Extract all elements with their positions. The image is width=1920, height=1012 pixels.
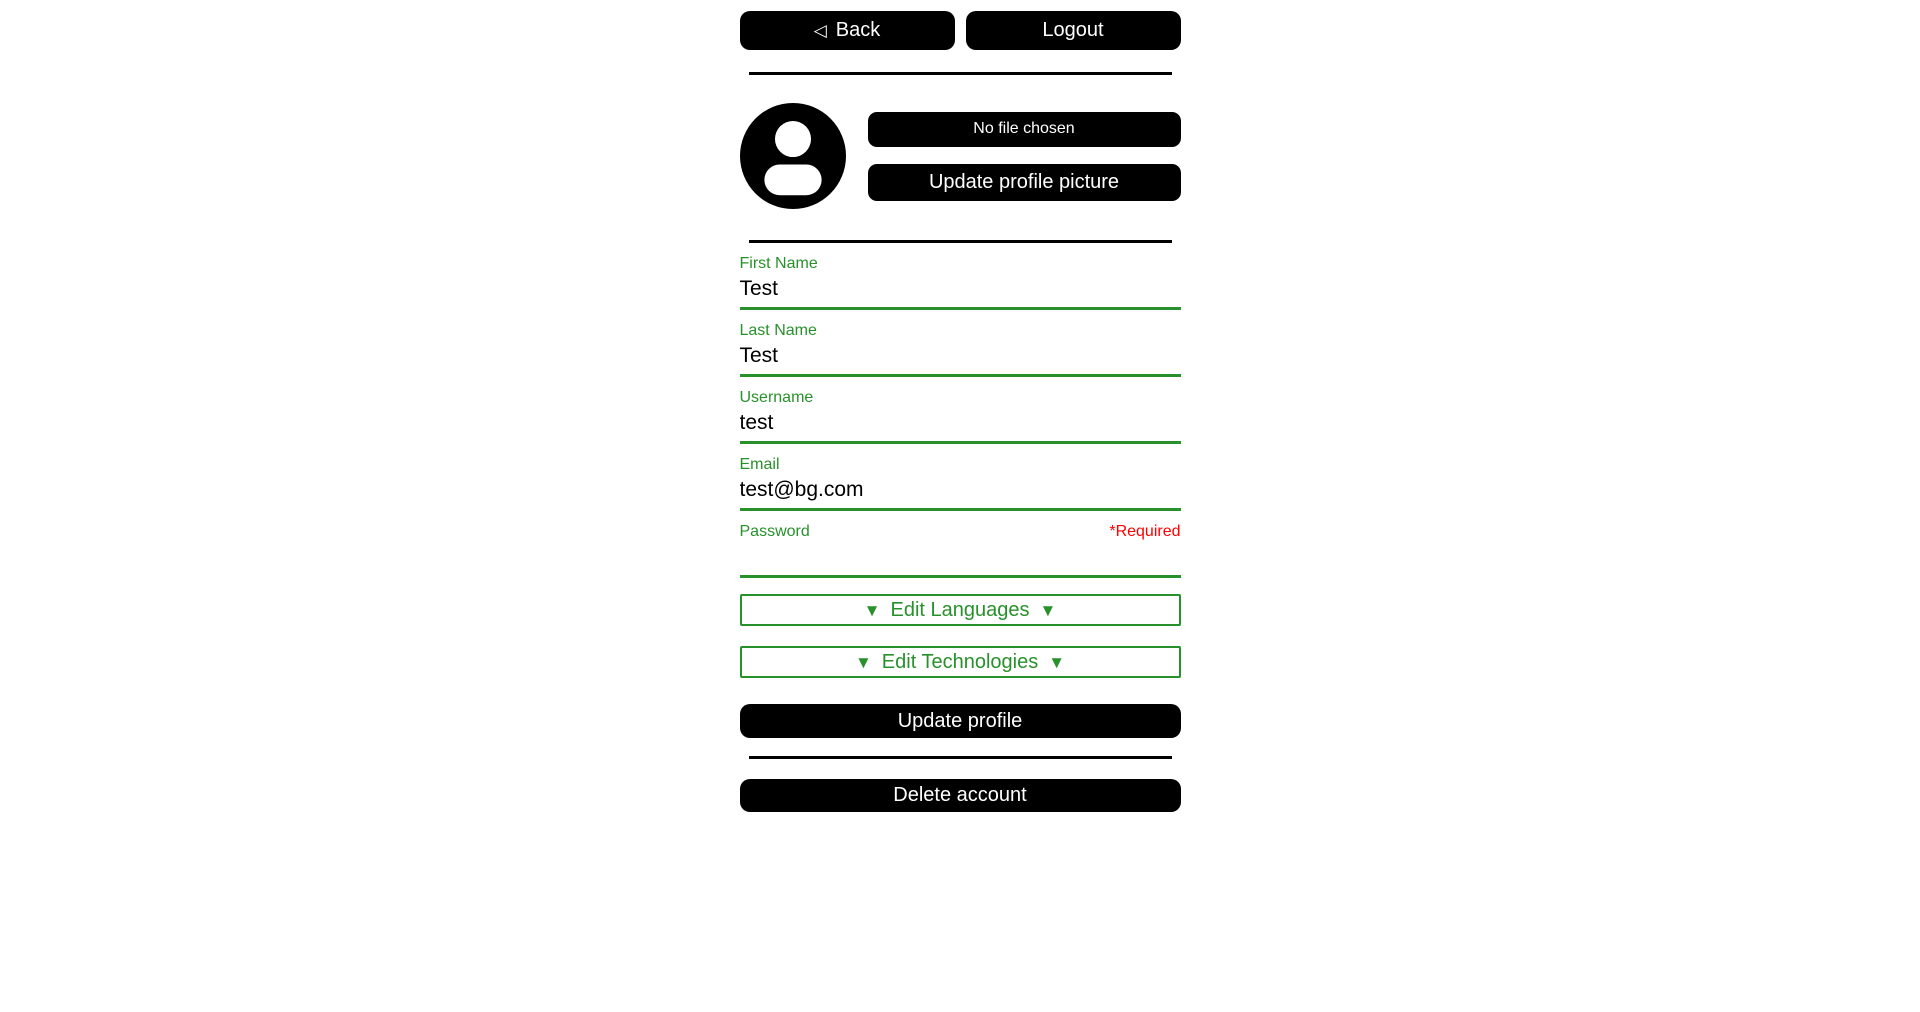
username-input[interactable]: [740, 407, 1181, 444]
email-field: [740, 456, 1181, 511]
header-buttons: [740, 11, 1181, 50]
first-name-label: First Name: [739, 255, 818, 272]
divider-danger: [749, 756, 1172, 759]
email-input[interactable]: [740, 474, 1181, 511]
edit-languages-label: Edit Languages: [890, 598, 1030, 621]
profile-form: [740, 255, 1181, 738]
update-profile-button[interactable]: Update profile: [740, 704, 1181, 738]
divider-top: [749, 72, 1172, 75]
edit-technologies-label: Edit Technologies: [881, 650, 1039, 673]
required-note: *Required: [1109, 523, 1181, 540]
chevron-down-icon: ▼: [863, 600, 881, 620]
logout-button[interactable]: Logout: [966, 11, 1181, 50]
profile-picture-section: [740, 103, 1181, 209]
edit-languages-button[interactable]: [740, 594, 1181, 626]
chevron-down-icon: ▼: [1039, 600, 1057, 620]
last-name-input[interactable]: [740, 340, 1181, 377]
back-arrow-icon: ◁: [813, 21, 827, 40]
avatar: [740, 103, 846, 209]
first-name-input[interactable]: [740, 273, 1181, 310]
chevron-down-icon: ▼: [1048, 652, 1066, 672]
username-label: Username: [739, 389, 814, 406]
back-button[interactable]: [740, 11, 955, 50]
update-picture-button[interactable]: Update profile picture: [868, 164, 1181, 201]
first-name-field: [740, 255, 1181, 310]
password-label: Password: [739, 523, 810, 540]
chevron-down-icon: ▼: [854, 652, 872, 672]
person-icon: [740, 103, 846, 209]
back-button-label: Back: [835, 19, 881, 41]
password-input[interactable]: [740, 541, 1181, 578]
password-field: [740, 523, 1181, 578]
edit-technologies-button[interactable]: [740, 646, 1181, 678]
username-field: [740, 389, 1181, 444]
file-input-button[interactable]: No file chosen: [868, 112, 1181, 147]
last-name-label: Last Name: [739, 322, 817, 339]
picture-buttons: [868, 112, 1181, 201]
email-label: Email: [739, 456, 780, 473]
content-column: [740, 0, 1181, 812]
last-name-field: [740, 322, 1181, 377]
delete-account-button[interactable]: Delete account: [740, 779, 1181, 812]
divider-form: [749, 240, 1172, 243]
